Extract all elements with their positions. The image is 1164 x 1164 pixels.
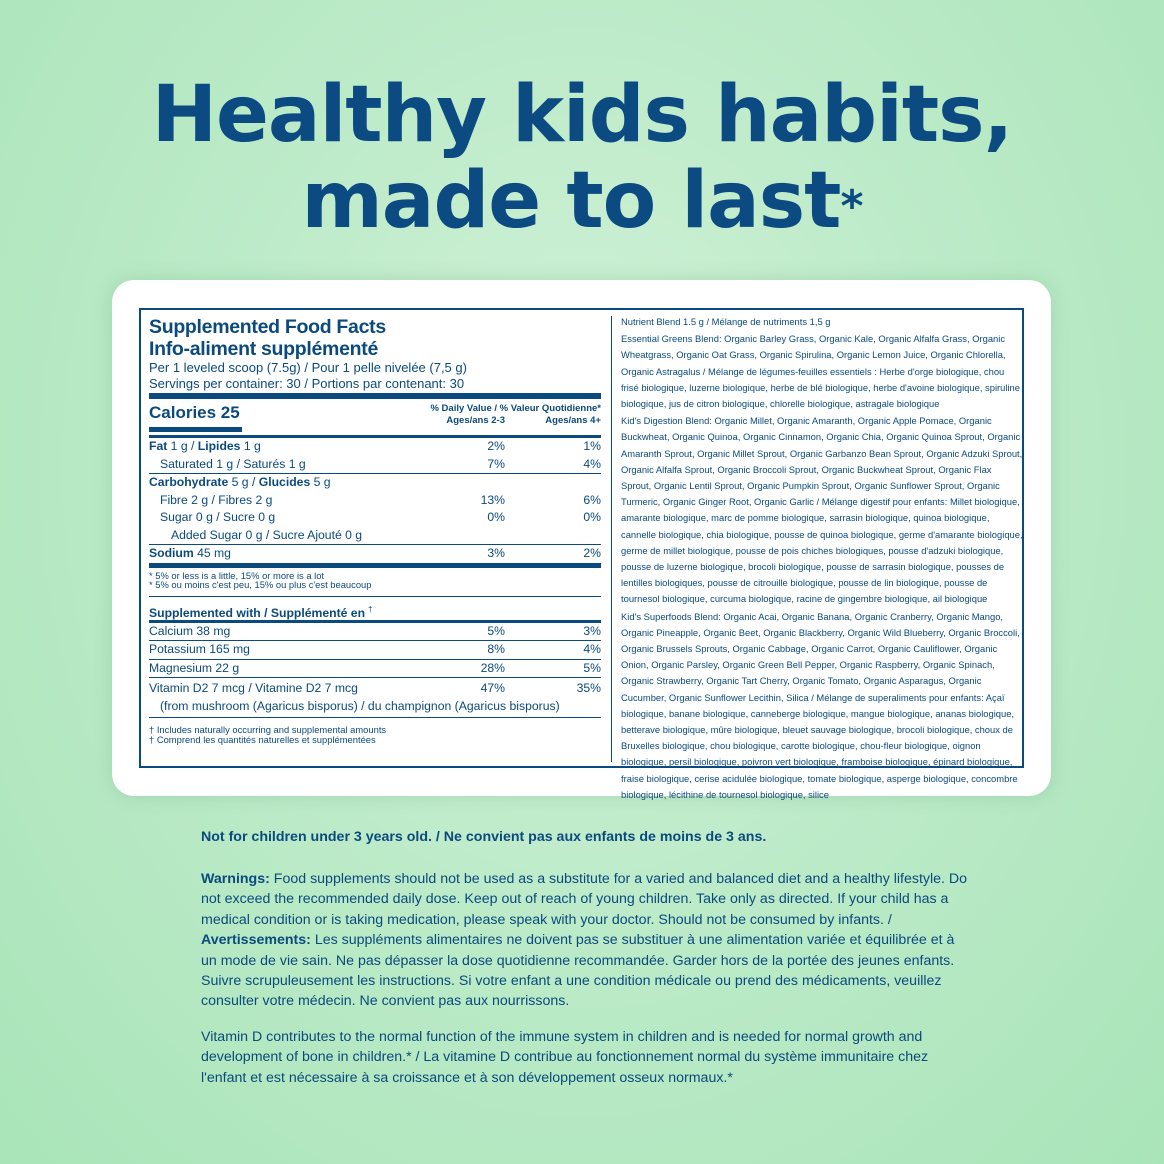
nutrient-label: Fibre 2 g / Fibres 2 g [160,492,273,507]
dv-value-2: 4% [583,456,601,471]
row-vitamin-d [149,680,601,698]
nutrient-label: Calcium 38 mg [149,623,231,638]
facts-title-fr: Info-aliment supplémenté [149,338,378,360]
age-col-2: Ages/ans 4+ [545,415,601,426]
dagger-note-en: † Includes naturally occurring and supplemental amounts [149,724,387,736]
age-col-1: Ages/ans 2-3 [446,415,505,426]
ingredient-blends [621,314,1023,804]
nutrient-name: Carbohydrate [149,475,229,489]
dv-value-1: 7% [487,456,505,471]
dv-value-2: 0% [583,510,601,524]
warnings-label: Warnings: [201,871,270,887]
nutrient-name-fr: Glucides [258,475,311,489]
vitamin-d-claim-text: Vitamin D contributes to the normal function of the immune system in children and is needed for normal growth and development of bone in children.* / La vitamine D contribue au fonctionnement normal du système immunitaire chez l'enfant et est nécessaire à sa croissance et à son développement osseux normaux.* [201,1029,929,1086]
nutrient-amount-fr: 1 g [240,439,261,453]
dv-header: % Daily Value / % Valeur Quotidienne* [430,403,601,414]
calories-underline [149,427,242,432]
age-notice [201,827,971,847]
calories-block [149,399,601,435]
dv-value-2: 4% [583,642,601,657]
row-fat [149,438,601,456]
dv-value-1: 0% [487,510,505,524]
row-potassium [149,641,601,659]
nutrient-label: Added Sugar 0 g / Sucre Ajouté 0 g [171,527,363,542]
headline-asterisk: * [840,181,863,232]
dv-value-1: 13% [480,492,505,507]
footnote-dv-en: * 5% or less is a little, 15% or more is a lot [149,569,325,581]
divider [149,596,601,597]
servings-per-container: Servings per container: 30 / Portions par contenant: 30 [149,376,465,391]
calories: Calories 25 [149,403,240,422]
dv-value-2: 35% [576,681,601,696]
nutrition-card [112,280,1051,800]
vitamin-d-claim [201,1027,971,1088]
supplemented-header [149,601,601,619]
dagger-note-fr: † Comprend les quantités naturelles et supplémentées [149,733,376,745]
dv-value-1: 47% [480,681,505,696]
row-saturated [149,456,601,474]
dv-value-2: 6% [583,492,601,507]
avertissements-text: Les suppléments alimentaires ne doivent pas se substituer à une alimentation variée et équilibrée et à un mode de vie sain. Ne pas dépasser la dose quotidienne recommandée. Garder hors de la portée des jeunes enfants. Suivre scrupuleusement les instructions. Si votre enfant a une condition médicale ou prend des médicaments, veuillez consulter votre médecin. Ne convient pas aux nourrissons. [201,932,955,1010]
row-sugar [149,509,601,527]
facts-label [139,308,1024,800]
digestion-blend: Kid's Digestion Blend: Organic Millet, Organic Amaranth, Organic Apple Pomace, Organic Buckwheat, Organic Quinoa, Organic Cinnamon, Organic Chia, Organic Quinoa Sprout, Organic Amaranth Sprout, Organic Millet Sprout, Organic Garbanzo Bean Sprout, Organic Adzuki Sprout, Organic Alfalfa Sprout, Organic Broccoli Sprout, Organic Buckwheat Sprout, Organic Flax Sprout, Organic Lentil Sprout, Organic Pumpkin Sprout, Organic Sunflower Sprout, Organic Turmeric, Organic Ginger Root, Organic Garlic / Mélange digestif pour enfants: Millet biologique, amarante biologique, marc de pomme biologique, sarrasin biologique, quinoa biologique, cannelle biologique, chia biologique, pousse de quinoa biologique, germe d'amarante biologique, germe de millet biologique, pousse de pois chiches biologiques, pousse d'adzuki biologique, pousse de luzerne biologique, brocoli biologique, pousse de sarrasin biologique, pousses de lentilles biologiques, pousse de citrouille biologique, pousse de lin biologique, pousse de tournesol biologique, curcuma biologique, racine de gingembre biologique, ail biologique [621,415,1023,605]
warnings-text: Food supplements should not be used as a substitute for a varied and balanced diet and a healthy lifestyle. Do not exceed the recommended daily dose. Keep out of reach of young children. Take only as directed. If your child has a medical condition or is taking medication, please speak with your doctor. Should not be consumed by infants. / [201,871,968,928]
headline-line1: Healthy kids habits, [151,70,1013,160]
age-notice-text: Not for children under 3 years old. / Ne convient pas aux enfants de moins de 3 ans. [201,829,767,845]
supplemented-title: Supplemented with / Supplémenté en [149,606,366,621]
nutrient-label: Magnesium 22 g [149,660,240,675]
row-fibre [149,492,601,510]
greens-blend: Essential Greens Blend: Organic Barley Grass, Organic Kale, Organic Alfalfa Grass, Organic Wheatgrass, Organic Oat Grass, Organic Spirulina, Organic Lemon Juice, Organic Chlorella, Organic Astragalus / Mélange de légumes-feuilles essentiels : Herbe d'orge biologique, chou frisé biologique, luzerne biologique, herbe de blé biologique, herbe d'avoine biologique, spiruline biologique, jus de citron biologique, chlorelle biologique, astragale biologique [621,333,1020,410]
dv-value-2: 2% [583,546,601,560]
footnote-dv-fr: * 5% ou moins c'est peu, 15% ou plus c'est beaucoup [149,579,372,591]
row-added-sugar [149,527,601,545]
facts-title-en: Supplemented Food Facts [149,316,386,338]
nutrient-amount: 1 g / [167,439,198,453]
nutrient-amount: 5 g / [228,475,259,489]
dv-value-1: 5% [487,623,505,638]
nutrient-blend-title: Nutrient Blend 1.5 g / Mélange de nutriments 1,5 g [621,316,831,327]
headline [0,72,1164,244]
vitamin-d-source: (from mushroom (Agaricus bisporus) / du champignon (Agaricus bisporus) [160,698,560,713]
nutrient-name-fr: Lipides [197,439,241,453]
row-carbohydrate [149,474,601,492]
dv-value-2: 5% [583,660,601,675]
nutrient-amount: 45 mg [193,546,231,560]
warnings-block [201,869,971,1012]
dv-value-1: 2% [487,439,505,453]
nutrient-name: Sodium [149,546,194,560]
column-divider [611,316,612,762]
dv-value-2: 3% [583,623,601,638]
row-calcium [149,623,601,641]
dv-value-1: 8% [487,642,505,657]
dagger-mark: † [368,605,373,615]
dv-value-2: 1% [583,439,601,453]
row-sodium [149,545,601,563]
dv-value-1: 3% [487,546,505,560]
row-magnesium [149,660,601,678]
headline-line2-text: made to last [301,156,841,246]
serving-size: Per 1 leveled scoop (7.5g) / Pour 1 pelle nivelée (7,5 g) [149,360,467,375]
headline-line2 [0,158,1164,244]
facts-panel [149,310,601,766]
divider [149,677,601,678]
nutrient-label: Vitamin D2 7 mcg / Vitamine D2 7 mcg [149,681,358,696]
nutrient-name: Fat [149,439,168,453]
superfoods-blend: Kid's Superfoods Blend: Organic Acai, Organic Banana, Organic Cranberry, Organic Mango, Organic Pineapple, Organic Beet, Organic Blackberry, Organic Wild Blueberry, Organic Broccoli, Organic Brussels Sprouts, Organic Cabbage, Organic Carrot, Organic Cauliflower, Organic Onion, Organic Parsley, Organic Green Bell Pepper, Organic Raspberry, Organic Spinach, Organic Strawberry, Organic Tart Cherry, Organic Tomato, Organic Asparagus, Organic Cucumber, Organic Sunflower Lecithin, Silica / Mélange de superaliments pour enfants: Açaï biologique, banane biologique, canneberge biologique, mangue biologique, ananas biologique, betterave biologique, mûre biologique, bleuet sauvage biologique, brocoli biologique, choux de Bruxelles biologique, chou biologique, carotte biologique, chou-fleur biologique, oignon biologique, persil biologique, poivron vert biologique, framboise biologique, épinard biologique, fraise biologique, cerise acidulée biologique, tomate biologique, asperge biologique, concombre biologique, lécithine de tournesol biologique, silice [621,610,1020,800]
divider-thick [149,563,601,568]
nutrient-label: Sugar 0 g / Sucre 0 g [160,510,276,524]
dv-value-1: 28% [480,660,505,675]
divider [149,717,601,718]
nutrient-amount-fr: 5 g [310,475,331,489]
avertissements-label: Avertissements: [201,932,311,949]
nutrient-label: Saturated 1 g / Saturés 1 g [160,456,306,471]
nutrient-label: Potassium 165 mg [149,642,250,657]
